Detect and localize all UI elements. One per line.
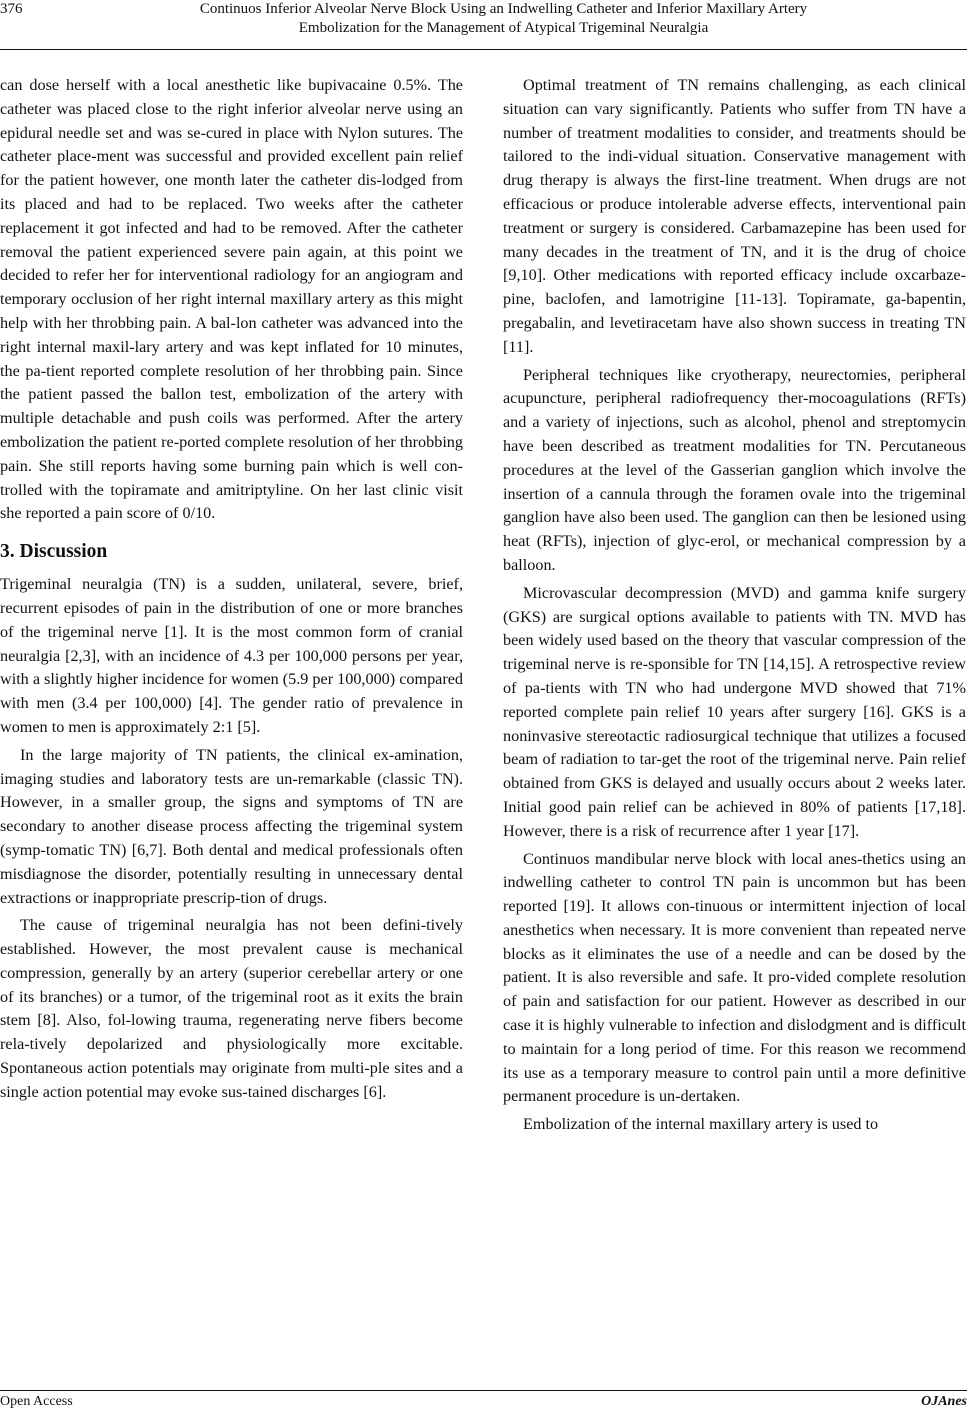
paragraph: The cause of trigeminal neuralgia has not been defini-tively established. However, the most prevalent cause is mechanical compression, generally by an artery (superior cerebellar artery or one of its branches) or a tumor, of the trigeminal root as it exits the brain stem [8]. Also, fol-lowing trauma, regenerating nerve fibers become rela-tively depolarized and physiologically more excitable. Spontaneous action potentials may originate from multi-ple sites and a single action potential may evoke sus-tained discharges [6]. — [0, 916, 463, 1101]
right-column — [503, 74, 966, 1141]
paragraph: Peripheral techniques like cryotherapy, neurectomies, peripheral acupuncture, peripheral radiofrequency ther-mocoagulations (RFTs) and a variety of injections, such as alcohol, phenol and streptomycin have been described as treatment modalities for TN. Percutaneous procedures at the level of the Gasserian ganglion which involve the insertion of a cannula through the foramen ovale into the trigeminal ganglion have also been used. The ganglion can then be lesioned using heat (RFTs), injection of glyc-erol, or mechanical compression by a balloon. — [503, 365, 966, 574]
paragraph: Embolization of the internal maxillary artery is used to — [523, 1115, 879, 1134]
paragraph: Trigeminal neuralgia (TN) is a sudden, unilateral, severe, brief, recurrent episodes of pain in the distribution of one or more branches of the trigeminal nerve [1]. It is the most common form of cranial neuralgia [2,3], with an incidence of 4.3 per 100,000 persons per year, with a slightly higher incidence for women (5.9 per 100,000) compared with men (3.4 per 100,000) [4]. The gender ratio of prevalence in women to men is approximately 2:1 [5]. — [0, 575, 464, 736]
running-head — [40, 0, 967, 38]
paragraph: Optimal treatment of TN remains challenging, as each clinical situation can vary significantly. Patients who suffer from TN have a number of treatment modalities to consider, and treatments should be tailored to the indi-vidual situation. Conservative management with drug therapy is always the first-line treatment. When drugs are not efficacious or produce intolerable adverse effects, interventional pain treatment or surgery is considered. Carbamazepine has been used for many decades in the treatment of TN, and it is the drug of choice [9,10]. Other medications with reported efficacy include oxcarbaze-pine, baclofen, and lamotrigine [11-13]. Topiramate, ga-bapentin, pregabalin, and levetiracetam have also shown success in treating TN [11]. — [503, 76, 966, 356]
footer-journal: OJAnes — [921, 1394, 967, 1409]
section-heading: 3. Discussion — [0, 541, 108, 563]
paragraph: can dose herself with a local anesthetic like bupivacaine 0.5%. The catheter was placed close to the right inferior alveolar nerve using an epidural needle set and was se-cured in place with Nylon sutures. The catheter place-ment was successful and provided excellent pain relief for the patient however, one month later the catheter dis-lodged from its placed and had to be replaced. Two weeks after the catheter replacement it got infected and had to be removed. After the catheter removal the patient experienced severe pain again, at this point we decided to refer her for interventional radiology for an angiogram and temporary occlusion of her right internal maxillary artery as this might help with her throbbing pain. A bal-lon catheter was advanced into the right internal maxil-lary artery and was kept inflated for 10 minutes, the pa-tient reported complete resolution of her throbbing pain. Since the patient passed the ballon test, embolization of the artery with multiple detachable and push coils was performed. After the artery embolization the patient re-ported complete resolution of her throbbing pain. She still reports having some burning pain which is well con-trolled with the topiramate and amitriptyline. On her last clinic visit she reported a pain score of 0/10. — [0, 76, 463, 523]
paragraph: In the large majority of TN patients, the clinical ex-amination, imaging studies and laboratory tests are un-remarkable (classic TN). However, in a smaller group, the signs and symptoms of TN are secondary to another disease process affecting the trigeminal system (symp-tomatic TN) [6,7]. Both dental and medical professionals often misdiagnose the disorder, potentially resulting in unnecessary dental extractions or inappropriate prescrip-tion of drugs. — [0, 745, 463, 907]
footer-open-access: Open Access — [0, 1394, 73, 1409]
header-rule — [0, 49, 967, 50]
running-head-line2: Embolization for the Management of Atypical Trigeminal Neuralgia — [298, 20, 709, 36]
footer-rule — [0, 1390, 967, 1391]
paragraph: Continuos mandibular nerve block with local anes-thetics using an indwelling catheter to control TN pain is uncommon but has been reported [19]. It allows con-tinuous or intermittent injection of local anesthetics when necessary. It is more convenient than repeated nerve blocks as it eliminates the use of a needle and can be dosed by the patient. It is also reversible and safe. It pro-vided complete resolution of pain and satisfaction for our patient. However as described in our case it is highly vulnerable to infection and dislodgment and is difficult to maintain for a long period of time. For this reason we recommend its use as a temporary measure to control pain until a more definitive permanent procedure is un-dertaken. — [503, 849, 966, 1106]
paragraph: Microvascular decompression (MVD) and gamma knife surgery (GKS) are surgical options available to patients with TN. MVD has been widely used based on the theory that vascular compression of the trigeminal nerve is re-sponsible for TN [14,15]. A retrospective review of pa-tients with TN who had undergone MVD showed that 71% reported complete pain relief 10 years after surgery [16]. GKS is a noninvasive stereotactic radiosurgical technique that utilizes a focused beam of radiation to tar-get the root of the trigeminal nerve. Pain relief obtained from GKS is delayed and usually occurs about 2 weeks later. Initial good pain relief can be achieved in 80% of patients [17,18]. However, there is a risk of recurrence after 1 year [17]. — [503, 583, 966, 840]
running-head-line1: Continuos Inferior Alveolar Nerve Block Using an Indwelling Catheter and Inferior Maxillary Artery — [199, 1, 808, 17]
left-column — [0, 74, 463, 1109]
page-number: 376 — [0, 1, 23, 17]
